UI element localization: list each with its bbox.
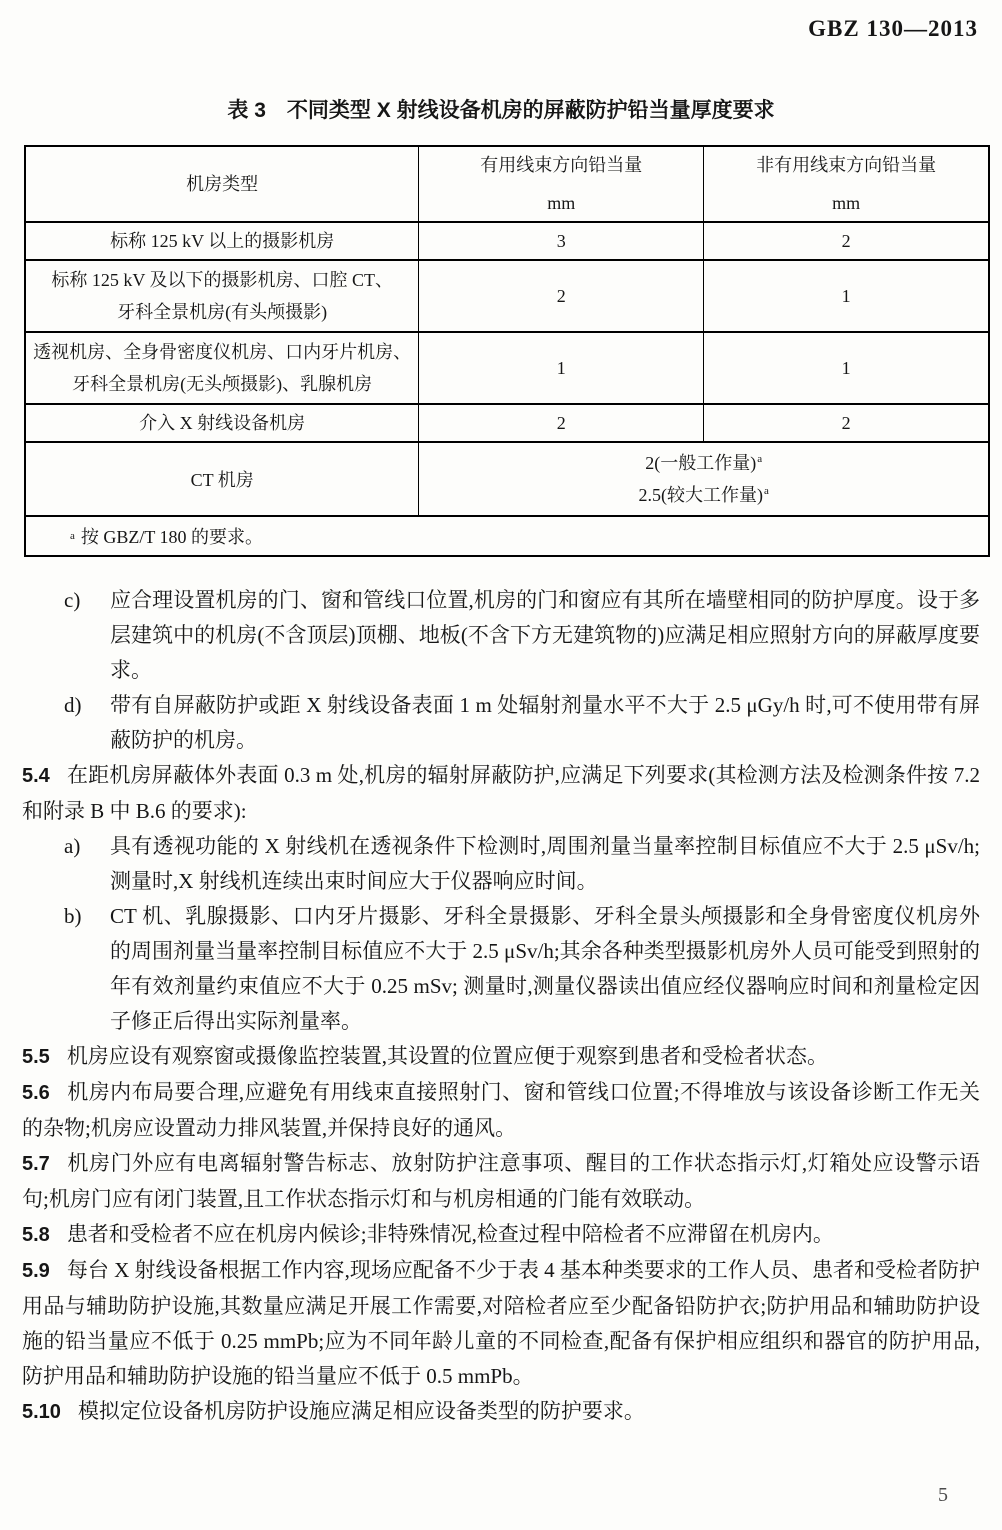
section-number: 5.10 (22, 1401, 61, 1423)
column-header-useful-beam (418, 147, 703, 221)
header-label: 有用线束方向铅当量 (480, 155, 643, 175)
footnote-text: 按 GBZ/T 180 的要求。 (80, 527, 264, 547)
useful-beam-value: 1 (418, 333, 703, 403)
column-header-room-type (26, 147, 418, 221)
section-5-5 (22, 1039, 980, 1075)
list-text: CT 机、乳腺摄影、口内牙片摄影、牙科全景摄影、牙科全景头颅摄影和全身骨密度仪机房外的周围剂量当量率控制目标值应不大于 2.5 μSv/h;其余各种类型摄影机房外人员可能受到照射的年有效剂量约束值应不大于 0.25 mSv; 测量时,测量仪器读出值应经仪器响应时间和剂量检定因子修正后得出实际剂量率。 (110, 904, 980, 1033)
room-type-cell: 标称 125 kV 及以下的摄影机房、口腔 CT、 牙科全景机房(有头颅摄影) (51, 270, 394, 322)
useful-beam-value: 2 (418, 261, 703, 331)
list-item-b (22, 899, 980, 1039)
table-caption: 表 3 不同类型 X 射线设备机房的屏蔽防护铅当量厚度要求 (227, 99, 775, 122)
list-item-d (22, 688, 980, 758)
list-text: 带有自屏蔽防护或距 X 射线设备表面 1 m 处辐射剂量水平不大于 2.5 μGy/h 时,可不使用带有屏蔽防护的机房。 (110, 693, 980, 752)
list-text: 应合理设置机房的门、窗和管线口位置,机房的门和窗应有其所在墙壁相同的防护厚度。设于多层建筑中的机房(不含顶层)顶棚、地板(不含下方无建筑物的)应满足相应照射方向的屏蔽厚度要求。 (110, 588, 980, 682)
table-row (26, 221, 988, 259)
useful-beam-value: 2 (418, 405, 703, 441)
list-item-c (22, 583, 980, 688)
section-text: 患者和受检者不应在机房内候诊;非特殊情况,检查过程中陪检者不应滞留在机房内。 (66, 1222, 834, 1246)
list-label: b) (64, 904, 82, 928)
section-number: 5.6 (22, 1082, 50, 1104)
section-number: 5.7 (22, 1153, 50, 1175)
section-number: 5.5 (22, 1046, 50, 1068)
standard-number: GBZ 130—2013 (808, 16, 978, 41)
list-text: 具有透视功能的 X 射线机在透视条件下检测时,周围剂量当量率控制目标值应不大于 2.5 μSv/h;测量时,X 射线机连续出束时间应大于仪器响应时间。 (110, 834, 980, 893)
section-number: 5.4 (22, 765, 50, 787)
section-text: 机房内布局要合理,应避免有用线束直接照射门、窗和管线口位置;不得堆放与该设备诊断工作无关的杂物;机房应设置动力排风装置,并保持良好的通风。 (22, 1080, 980, 1140)
section-text: 模拟定位设备机房防护设施应满足相应设备类型的防护要求。 (77, 1399, 645, 1423)
section-5-10 (22, 1394, 980, 1430)
section-5-7 (22, 1146, 980, 1217)
section-number: 5.8 (22, 1224, 50, 1246)
section-text: 在距机房屏蔽体外表面 0.3 m 处,机房的辐射屏蔽防护,应满足下列要求(其检测方法及检测条件按 7.2 和附录 B 中 B.6 的要求): (22, 763, 980, 823)
header-unit: mm (547, 193, 576, 213)
room-type-cell: 透视机房、全身骨密度仪机房、口内牙片机房、 牙科全景机房(无头颅摄影)、乳腺机房 (33, 342, 412, 394)
list-label: d) (64, 693, 82, 717)
non-useful-beam-value: 2 (703, 405, 988, 441)
table-footnote-row (26, 515, 988, 555)
section-5-4 (22, 758, 980, 829)
header-label: 机房类型 (186, 174, 259, 194)
table-row (26, 331, 988, 403)
footnote-marker: a (763, 485, 769, 497)
room-type-cell: 介入 X 射线设备机房 (139, 413, 306, 433)
non-useful-beam-value: 2 (703, 223, 988, 259)
table-row (26, 403, 988, 441)
shielding-requirements-table (24, 145, 990, 557)
column-header-non-useful-beam (703, 147, 988, 221)
room-type-cell: CT 机房 (190, 470, 254, 490)
section-5-9 (22, 1253, 980, 1394)
body-text (22, 583, 980, 1430)
non-useful-beam-value: 1 (703, 333, 988, 403)
list-label: c) (64, 588, 81, 612)
footnote-marker: a (757, 453, 763, 465)
table-row (26, 259, 988, 331)
room-type-cell: 标称 125 kV 以上的摄影机房 (110, 231, 335, 251)
section-text: 机房应设有观察窗或摄像监控装置,其设置的位置应便于观察到患者和受检者状态。 (66, 1044, 829, 1068)
header-label: 非有用线束方向铅当量 (756, 155, 937, 175)
header-unit: mm (832, 193, 861, 213)
section-number: 5.9 (22, 1260, 50, 1282)
section-text: 每台 X 射线设备根据工作内容,现场应配备不少于表 4 基本种类要求的工作人员、患者和受检者防护用品与辅助防护设施,其数量应满足开展工作需要,对陪检者应至少配备铅防护衣;防护用品和辅助防护设施的铅当量应不低于 0.25 mmPb;应为不同年龄儿童的不同检查,配备有保护相应组织和器官的防护用品,防护用品和辅助防护设施的铅当量应不低于 0.5 mmPb。 (22, 1258, 980, 1388)
ct-value-line: 2(一般工作量)$^a$ (645, 453, 763, 473)
section-5-6 (22, 1075, 980, 1146)
table-row-ct (26, 441, 988, 515)
list-label: a) (64, 834, 81, 858)
section-5-8 (22, 1217, 980, 1253)
non-useful-beam-value: 1 (703, 261, 988, 331)
ct-merged-value-cell (418, 443, 988, 515)
section-text: 机房门外应有电离辐射警告标志、放射防护注意事项、醒目的工作状态指示灯,灯箱处应设警示语句;机房门应有闭门装置,且工作状态指示灯和与机房相通的门能有效联动。 (22, 1151, 980, 1211)
ct-value-line: 2.5(较大工作量)$^a$ (638, 485, 769, 505)
list-item-a (22, 829, 980, 899)
useful-beam-value: 3 (418, 223, 703, 259)
table-header-row (26, 147, 988, 221)
page-number: 5 (938, 1484, 948, 1506)
table-footnote: a 按 GBZ/T 180 的要求。 (26, 517, 988, 555)
